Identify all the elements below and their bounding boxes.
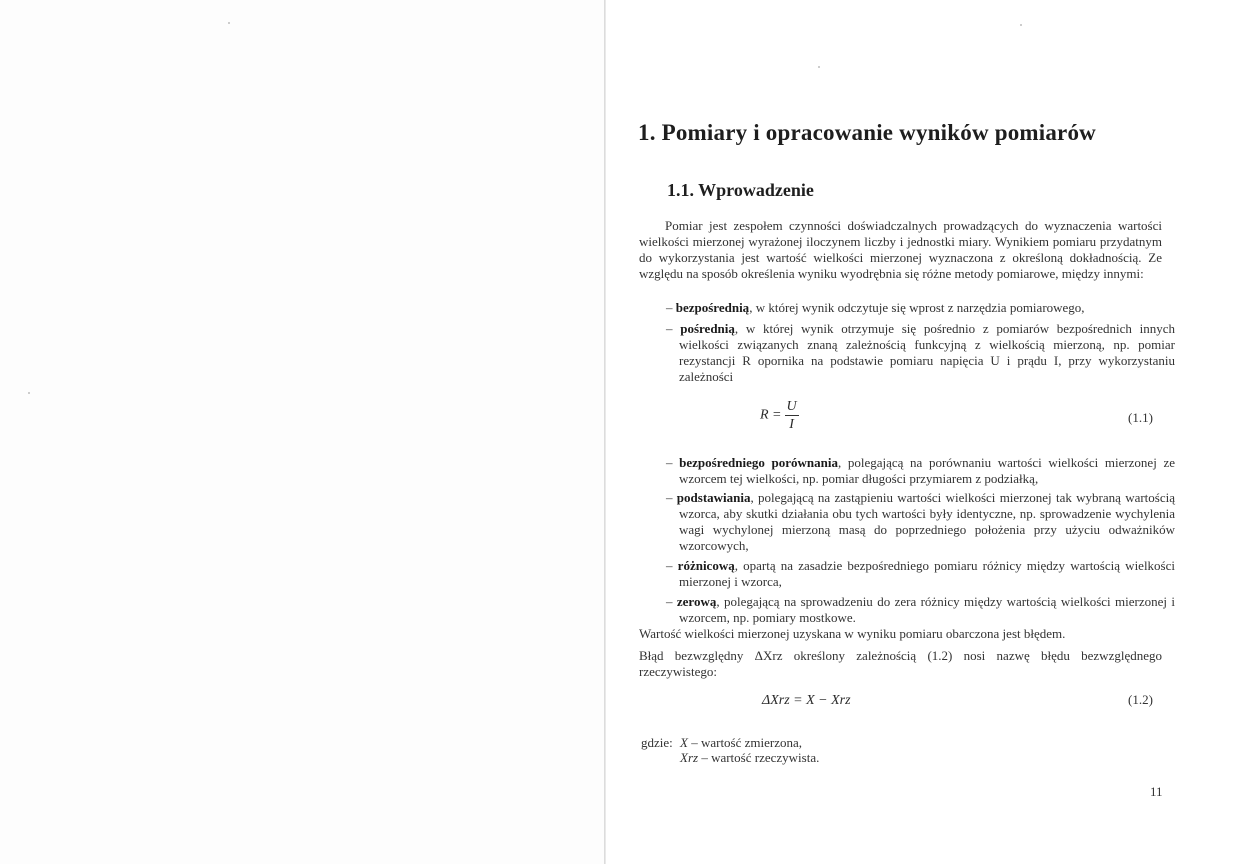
equation-1-2: ΔXrz = X − Xrz <box>762 693 851 708</box>
equation-number: (1.1) <box>1128 410 1153 425</box>
section-title: 1.1. Wprowadzenie <box>667 180 814 200</box>
method-term: różnicową <box>677 558 735 573</box>
intro-paragraph-text: Pomiar jest zespołem czynności doświadczalnych prowadzących do wyznaczenia wartości wielkości mierzonej wyrażonej iloczynem liczby i jednostki miary. Wynikiem pomiaru przydatnym do wykorzystania jest wartość wielkości mierzonej wyznaczona z określoną dokładnością. Ze względu na sposób określenia wyniku wyodrębnia się różne metody pomiarowe, między innymi: <box>639 218 1162 281</box>
equation-lhs: R = <box>760 407 782 423</box>
left-blank-page <box>0 0 604 864</box>
fraction-denominator: I <box>789 417 794 432</box>
equation-1-1 <box>760 398 799 433</box>
symbol: X <box>680 735 688 750</box>
absolute-error-paragraph: Błąd bezwzględny ΔXrz określony zależnością (1.2) nosi nazwę błędu bezwzględnego rzeczywistego: <box>639 648 1162 679</box>
fraction-numerator: U <box>786 399 797 414</box>
error-paragraph: Wartość wielkości mierzonej uzyskana w wyniku pomiaru obarczona jest błędem. <box>639 626 1066 641</box>
method-term: zerową <box>676 594 717 609</box>
page-number: 11 <box>1150 784 1163 799</box>
symbol-description: – wartość rzeczywista. <box>698 750 820 765</box>
scan-speck <box>228 22 230 24</box>
where-label: gdzie: <box>641 735 673 750</box>
list-item: – bezpośrednią, w której wynik odczytuje się wprost z narzędzia pomiarowego, <box>666 300 1085 315</box>
method-description: , w której wynik otrzymuje się pośrednio z pomiarów bezpośrednich innych wielkości związanych znaną zależnością funkcyjną z wielkością mierzoną, np. pomiar rezystancji R opornika na podstawie pomiaru napięcia U i prądu I, przy wykorzystaniu zależności <box>679 321 1175 384</box>
scan-speck <box>1020 24 1022 26</box>
list-item: – podstawiania, polegającą na zastąpieniu wartości wielkości mierzonej tak wybraną wartością wzorca, aby skutki działania obu tych wartości były identyczne, np. sprowadzenie wychylenia wagi wychylonej mierzoną masą do poprzedniego położenia przy użyciu odważników wzorcowych, <box>666 490 1175 553</box>
intro-paragraph <box>639 218 1162 282</box>
where-item <box>680 749 819 766</box>
method-description: , polegającą na porównaniu wartości wielkości mierzonej ze wzorcem tej wielkości, np. pomiar długości przymiarem z podziałką, <box>679 455 1175 486</box>
list-item: – różnicową, opartą na zasadzie bezpośredniego pomiaru różnicy między wartością wielkości mierzonej i wzorca, <box>666 558 1175 589</box>
list-item: – bezpośredniego porównania, polegającą na porównaniu wartości wielkości mierzonej ze wzorcem tej wielkości, np. pomiar długości przymiarem z podziałką, <box>666 455 1175 486</box>
method-description: , polegającą na zastąpieniu wartości wielkości mierzonej tak wybraną wartością wzorca, aby skutki działania obu tych wartości były identyczne, np. sprowadzenie wychylenia wagi wychylonej mierzoną masą do poprzedniego położenia przy użyciu odważników wzorcowych, <box>679 490 1175 553</box>
equation-number: (1.2) <box>1128 692 1153 707</box>
method-description: , opartą na zasadzie bezpośredniego pomiaru różnicy między wartością wielkości mierzonej i wzorca, <box>679 558 1175 589</box>
list-item: – pośrednią, w której wynik otrzymuje się pośrednio z pomiarów bezpośrednich innych wielkości związanych znaną zależnością funkcyjną z wielkością mierzoną, np. pomiar rezystancji R opornika na podstawie pomiaru napięcia U i prądu I, przy wykorzystaniu zależności <box>666 321 1175 384</box>
method-term: bezpośredniego porównania <box>679 455 838 470</box>
fraction <box>785 398 799 433</box>
scan-speck <box>818 66 820 68</box>
symbol: Xrz <box>680 750 699 765</box>
symbol-description: – wartość zmierzona, <box>687 735 803 750</box>
method-description: , w której wynik odczytuje się wprost z narzędzia pomiarowego, <box>749 300 1085 315</box>
list-item: – zerową, polegającą na sprowadzeniu do zera różnicy między wartością wielkości mierzonej i wzorcem, np. pomiary mostkowe. <box>666 594 1175 625</box>
scan-speck <box>28 392 30 394</box>
method-term: pośrednią <box>680 321 735 336</box>
method-term: bezpośrednią <box>675 300 750 315</box>
method-description: , polegającą na sprowadzeniu do zera różnicy między wartością wielkości mierzonej i wzorcem, np. pomiary mostkowe. <box>679 594 1175 625</box>
chapter-title: 1. Pomiary i opracowanie wyników pomiarów <box>638 120 1096 145</box>
method-term: podstawiania <box>676 490 751 505</box>
